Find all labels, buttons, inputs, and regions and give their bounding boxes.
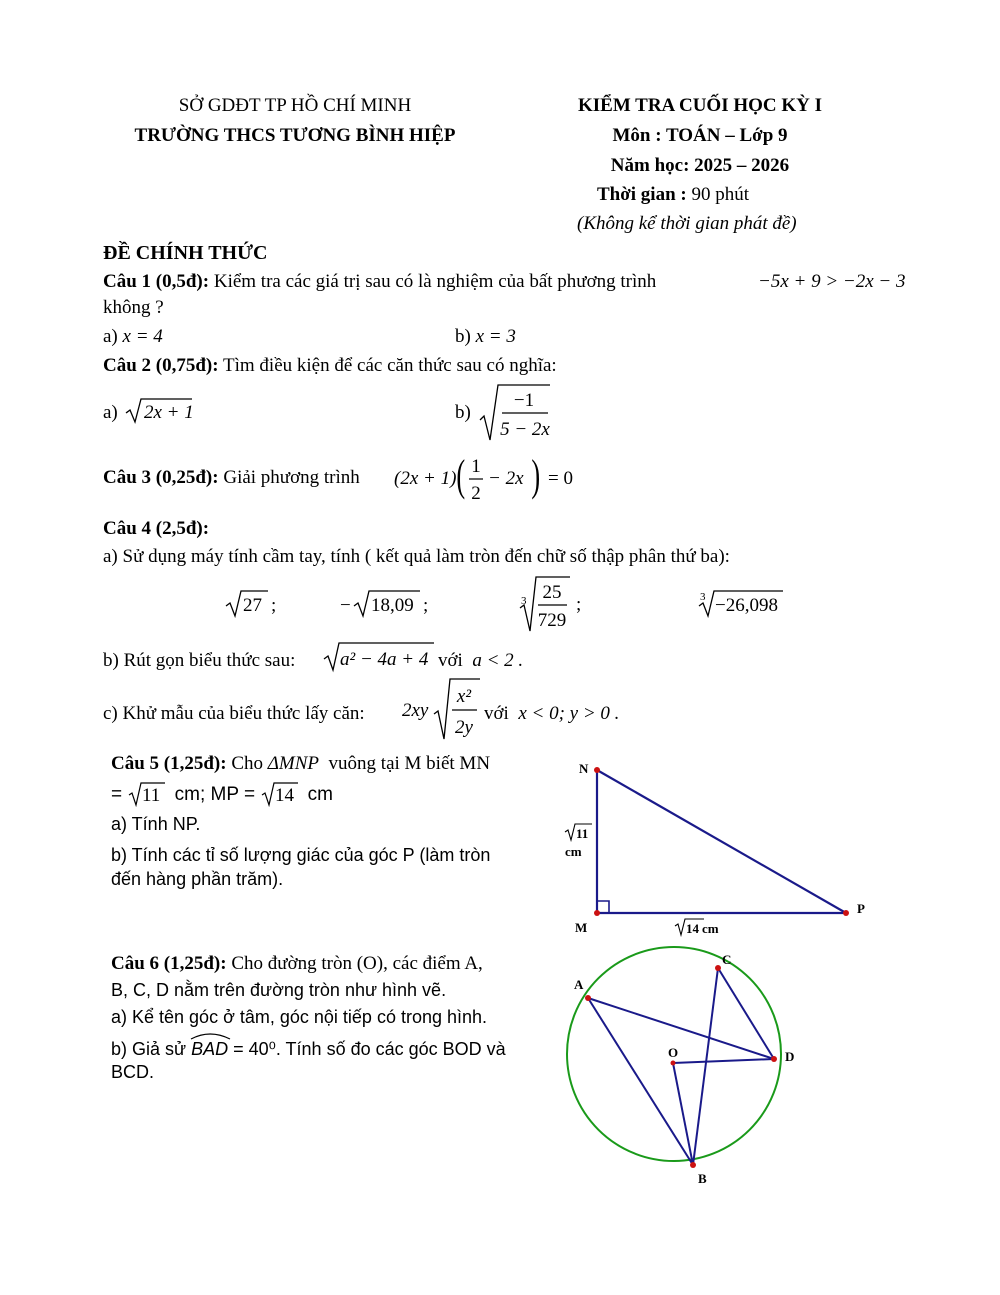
q4-c-text: c) Khử mẫu của biểu thức lấy căn: (103, 703, 365, 724)
q6-b-2: BCD. (111, 1062, 155, 1082)
point-c (715, 965, 721, 971)
q5-line-2: = 11 cm; MP = 14 cm (111, 781, 333, 807)
q1-line: Câu 1 (0,5đ): Kiểm tra các giá trị sau có là nghiệm của bất phương trình (103, 271, 657, 292)
label-mn-length (565, 824, 592, 859)
circle-figure (560, 945, 800, 1195)
q4-c-num: x² (456, 686, 472, 707)
exam-title: KIỂM TRA CUỐI HỌC KỲ I (577, 95, 823, 116)
q5-b-2: đến hàng phần trăm). (111, 869, 284, 889)
time-line: Thời gian : 90 phút (597, 184, 749, 205)
svg-text:11: 11 (576, 826, 589, 841)
q5-a: a) Tính NP. (111, 814, 201, 834)
q2b-sqrt-frac (478, 382, 552, 444)
q3-minus: − 2x (488, 468, 524, 489)
department-name: SỞ GDĐT TP HỒ CHÍ MINH (178, 95, 412, 116)
q4-expr-4 (697, 588, 787, 620)
point-a (585, 995, 591, 1001)
q1-option-b: b) x = 3 (455, 326, 516, 347)
q4-c-cond: với x < 0; y > 0 . (484, 703, 620, 724)
segment-cd (718, 968, 774, 1059)
point-d (771, 1056, 777, 1062)
label-p: P (857, 901, 865, 916)
triangle-figure (560, 755, 880, 945)
q4-label: Câu 4 (2,5đ): (103, 518, 210, 539)
q3-equation (394, 450, 584, 508)
exam-note: (Không kể thời gian phát đề) (577, 213, 797, 234)
q2a-sqrt (124, 396, 194, 426)
label-m: M (575, 920, 588, 935)
q4-e4: −26,098 (715, 595, 778, 616)
q6-line-2: B, C, D nằm trên đường tròn như hình vẽ. (111, 980, 447, 1000)
q2b-den: 5 − 2x (500, 419, 550, 440)
point-n (594, 767, 600, 773)
q4-b-text: b) Rút gọn biểu thức sau: (103, 650, 296, 671)
q6-a: a) Kể tên góc ở tâm, góc nội tiếp có trong hình. (111, 1007, 488, 1027)
q1-inequality: −5x + 9 > −2x − 3 (758, 271, 906, 292)
q3-equals: = 0 (548, 468, 573, 489)
point-m (594, 910, 600, 916)
q4-b-sqrt (322, 640, 440, 674)
q2b-num: −1 (513, 390, 535, 411)
q4-e2: 18,09 (371, 595, 414, 616)
label-n: N (579, 761, 589, 776)
q3-frac-num: 1 (471, 456, 481, 477)
q5-sqrt-mn (127, 781, 169, 807)
q4-b-radicand: a² − 4a + 4 (340, 649, 429, 670)
q4-e1: 27 (243, 595, 262, 616)
point-o (671, 1061, 676, 1066)
q3-lparen: ( (456, 451, 466, 500)
q2-option-a: a) (103, 402, 118, 423)
label-o: O (668, 1045, 679, 1060)
q1-option-a: a) x = 4 (103, 326, 163, 347)
q5-line-1: Câu 5 (1,25đ): Cho ΔMNP vuông tại M biết MN (111, 753, 491, 774)
q4-sep-3: ; (576, 594, 582, 615)
q4-sep-1: ; (271, 595, 277, 616)
angle-bad: BAD (191, 1035, 228, 1060)
q4-c-expr (402, 676, 482, 742)
q6-b-1: b) Giả sử BAD = 40⁰. Tính số đo các góc BOD và (111, 1035, 506, 1060)
q3-frac-den: 2 (471, 483, 481, 504)
q4-expr-3 (518, 574, 588, 634)
q3-line: Câu 3 (0,25đ): Giải phương trình (103, 467, 360, 488)
subject-line: Môn : TOÁN – Lớp 9 (612, 125, 788, 146)
point-b (690, 1162, 696, 1168)
segment-od (673, 1059, 774, 1063)
q4-expr-2 (340, 588, 440, 620)
q2-line: Câu 2 (0,75đ): Tìm điều kiện để các căn thức sau có nghĩa: (103, 355, 557, 376)
svg-text:11: 11 (142, 785, 161, 806)
svg-text:cm: cm (702, 921, 719, 936)
q6-line-1: Câu 6 (1,25đ): Cho đường tròn (O), các điểm A, (111, 953, 483, 974)
svg-text:14: 14 (686, 921, 699, 936)
official-label: ĐỀ CHÍNH THỨC (103, 242, 268, 264)
q4-a-text: a) Sử dụng máy tính cầm tay, tính ( kết quả làm tròn đến chữ số thập phân thứ ba): (103, 546, 730, 567)
segment-cb (693, 968, 718, 1165)
q4-sep-2: ; (423, 595, 429, 616)
label-d: D (785, 1049, 795, 1064)
q4-c-coef: 2xy (402, 700, 429, 721)
label-b: B (698, 1171, 707, 1186)
q4-e3-den: 729 (537, 610, 567, 631)
svg-text:14: 14 (275, 785, 295, 806)
label-mp-length (675, 919, 719, 936)
q4-expr-1 (224, 588, 284, 620)
label-a: A (574, 977, 584, 992)
q4-c-den: 2y (455, 717, 473, 738)
q2a-radicand: 2x + 1 (144, 402, 194, 423)
q1-continuation: không ? (103, 297, 164, 318)
svg-text:cm: cm (565, 844, 582, 859)
point-p (843, 910, 849, 916)
side-np (597, 770, 846, 913)
q2-option-b: b) (455, 402, 471, 423)
q4-e3-num: 25 (542, 582, 562, 603)
q4-e4-index: 3 (700, 591, 706, 603)
q3-left: (2x + 1) (394, 468, 457, 489)
label-c: C (722, 952, 732, 967)
q3-rparen: ) (531, 451, 541, 500)
q4-e3-index: 3 (521, 595, 527, 607)
q5-b-1: b) Tính các tỉ số lượng giác của góc P (làm tròn (111, 845, 491, 865)
school-name: TRƯỜNG THCS TƯƠNG BÌNH HIỆP (134, 125, 456, 146)
q5-sqrt-mp (260, 781, 302, 807)
svg-text:−: − (340, 595, 351, 616)
q4-b-cond: với a < 2 . (438, 650, 524, 671)
segment-ad (588, 998, 774, 1059)
school-year: Năm học: 2025 – 2026 (610, 155, 790, 176)
